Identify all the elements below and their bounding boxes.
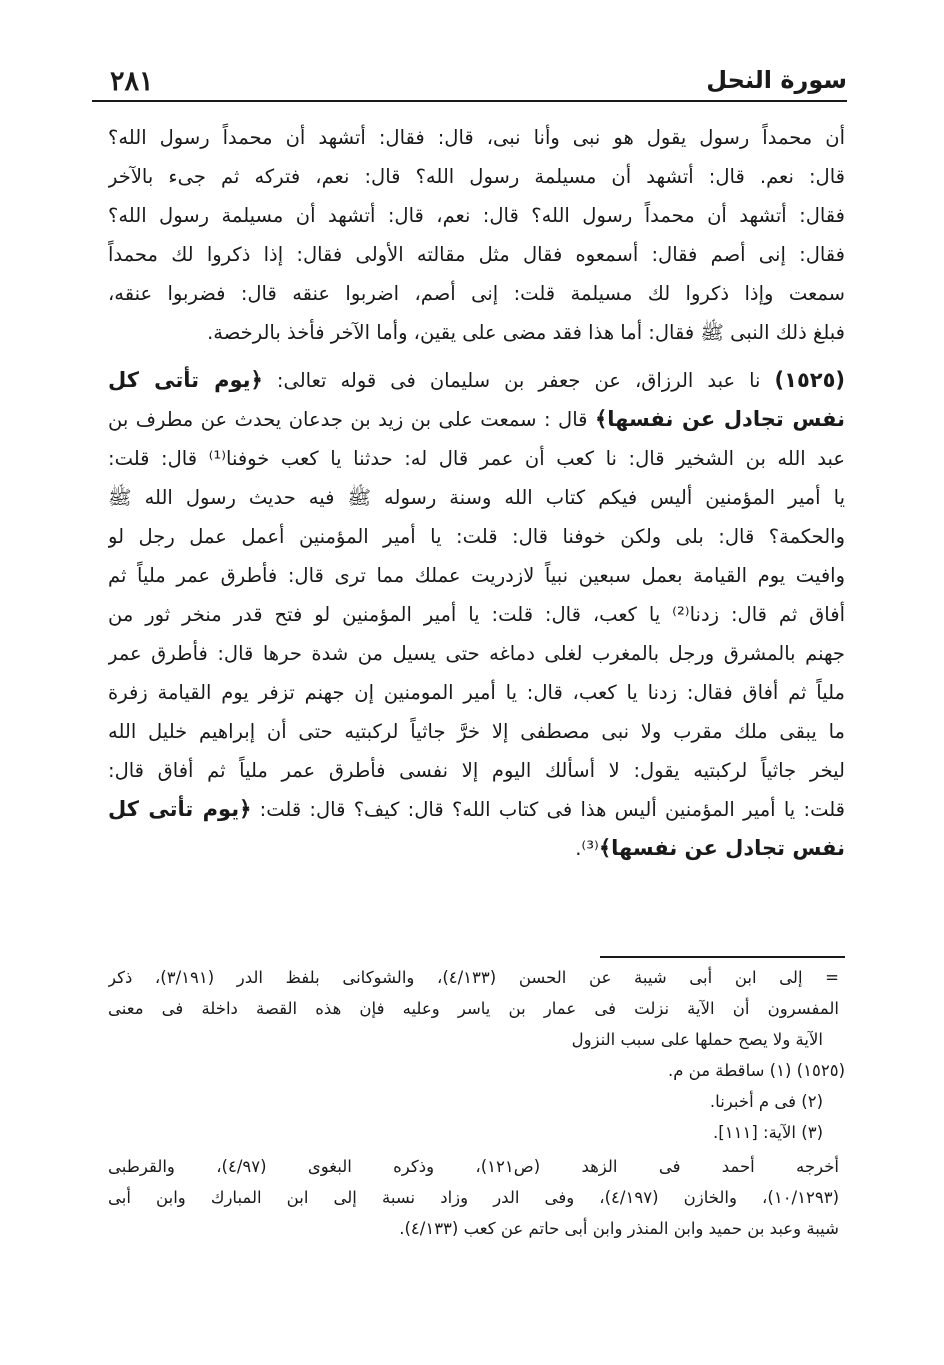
text-line: ما يبقى ملك مقرب ولا نبى مصطفى إلا خرَّ جاثياً لركبتيه حتى أن إبراهيم خليل الله [108,720,845,743]
quran-verse: ﴿يوم تأتى كل [108,368,263,392]
footnotes [108,962,845,1244]
text-line: ليخر جاثياً لركبتيه يقول: لا أسألك اليوم إلا نفسى فأطرق عمر ملياً ثم أفاق قال: [108,759,845,782]
text-line: عبد الله بن الشخير قال: نا كعب أن عمر قال له: حدثنا يا كعب خوفنا⁽¹⁾ قال: قلت: [108,447,845,470]
text-line: فبلغ ذلك النبى ﷺ فقال: أما هذا فقد مضى على يقين، وأما الآخر فأخذ بالرخصة. [207,321,845,344]
takhrij-line: أخرجه أحمد فى الزهد (ص١٢١)، وذكره البغوى (٤/٩٧)، والقرطبى [108,1157,839,1176]
text-line: سمعت وإذا ذكروا لك مسيلمة قلت: إنى أصم، اضربوا عنقه قال: فضربوا عنقه، [108,282,845,305]
page-header [92,60,847,100]
takhrij-line: (١٠/١٢٩٣)، والخازن (٤/١٩٧)، وفى الدر وزاد نسبة إلى ابن المبارك وابن أبى [108,1188,839,1207]
quran-verse: نفس تجادل عن نفسها﴾ [594,407,845,431]
hadith-opening-line [108,361,845,400]
text-line: قال: نعم. قال: أتشهد أن مسيلمة رسول الله؟ قال: نعم، فتركه ثم جىء بالآخر [108,165,845,188]
surah-title: سورة النحل [706,66,847,94]
text-line: أفاق ثم قال: زدنا⁽²⁾ يا كعب، قال: قلت: يا أمير المؤمنين لو فتح قدر منخر ثور من [108,603,845,626]
text-line [108,790,845,829]
footnote-line: = إلى ابن أبى شيبة عن الحسن (٤/١٣٣)، والشوكانى بلفظ الدر (٣/١٩١)، ذكر [108,968,839,987]
header-rule [92,100,847,102]
text-line [108,829,845,868]
footnote-line: المفسرون أن الآية نزلت فى عمار بن ياسر وعليه فإن هذه القصة داخلة فى معنى [108,999,839,1018]
text-segment: قلت: يا أمير المؤمنين أليس هذا فى كتاب الله؟ قال: كيف؟ قال: قلت: [251,798,845,821]
footnote-rule [600,956,845,958]
quran-verse: ﴿يوم تأتى كل [108,797,252,821]
text-line: والحكمة؟ قال: بلى ولكن خوفنا قال: قلت: يا أمير المؤمنين أعمل عمل رجل لو [108,525,845,548]
takhrij-line: شيبة وعبد بن حميد وابن المنذر وابن أبى حاتم عن كعب (٤/١٣٣). [399,1219,839,1238]
footnote-line: (٣) الآية: [١١١]. [713,1123,823,1142]
footnote-marker: ⁽³⁾. [575,837,599,860]
text-line: ملياً ثم أفاق فقال: زدنا يا كعب، قال: يا أمير المومنين إن جهنم تزفر يوم القيامة زفرة [108,681,845,704]
paragraph-gap [108,352,845,361]
text-line: فقال: أتشهد أن محمداً رسول الله؟ قال: نعم، قال: أتشهد أن مسيلمة رسول الله؟ [108,204,845,227]
quran-verse: نفس تجادل عن نفسها﴾ [598,836,845,860]
text-line: أن محمداً رسول يقول هو نبى وأنا نبى، قال: فقال: أتشهد أن محمداً رسول الله؟ [108,126,845,149]
text-segment: نا عبد الرزاق، عن جعفر بن سليمان فى قوله تعالى: [262,369,775,392]
page-number: ٢٨١ [110,66,154,97]
text-segment: قال : سمعت على بن زيد بن جدعان يحدث عن مطرف بن [108,408,595,431]
hadith-number: (١٥٢٥) [774,368,845,392]
text-line: جهنم بالمشرق ورجل بالمغرب لغلى دماغه حتى يسيل من شدة حرها قال: فأطرق عمر [108,642,845,665]
text-line: وافيت يوم القيامة بعمل سبعين نبياً لازدريت عملك مما ترى قال: فأطرق عمر ملياً ثم [108,564,845,587]
text-line [108,400,845,439]
footnote-line: (١٥٢٥) (١) ساقطة من م. [667,1061,845,1080]
main-text [108,118,845,868]
footnote-line: (٢) فى م أخبرنا. [709,1092,823,1111]
footnote-line: الآية ولا يصح حملها على سبب النزول [571,1030,823,1049]
text-line: فقال: إنى أصم فقال: أسمعوه فقال مثل مقالته الأولى فقال: إذا ذكروا لك محمداً [108,243,845,266]
text-line: يا أمير المؤمنين أليس فيكم كتاب الله وسنة رسوله ﷺ فيه حديث رسول الله ﷺ [108,486,845,509]
